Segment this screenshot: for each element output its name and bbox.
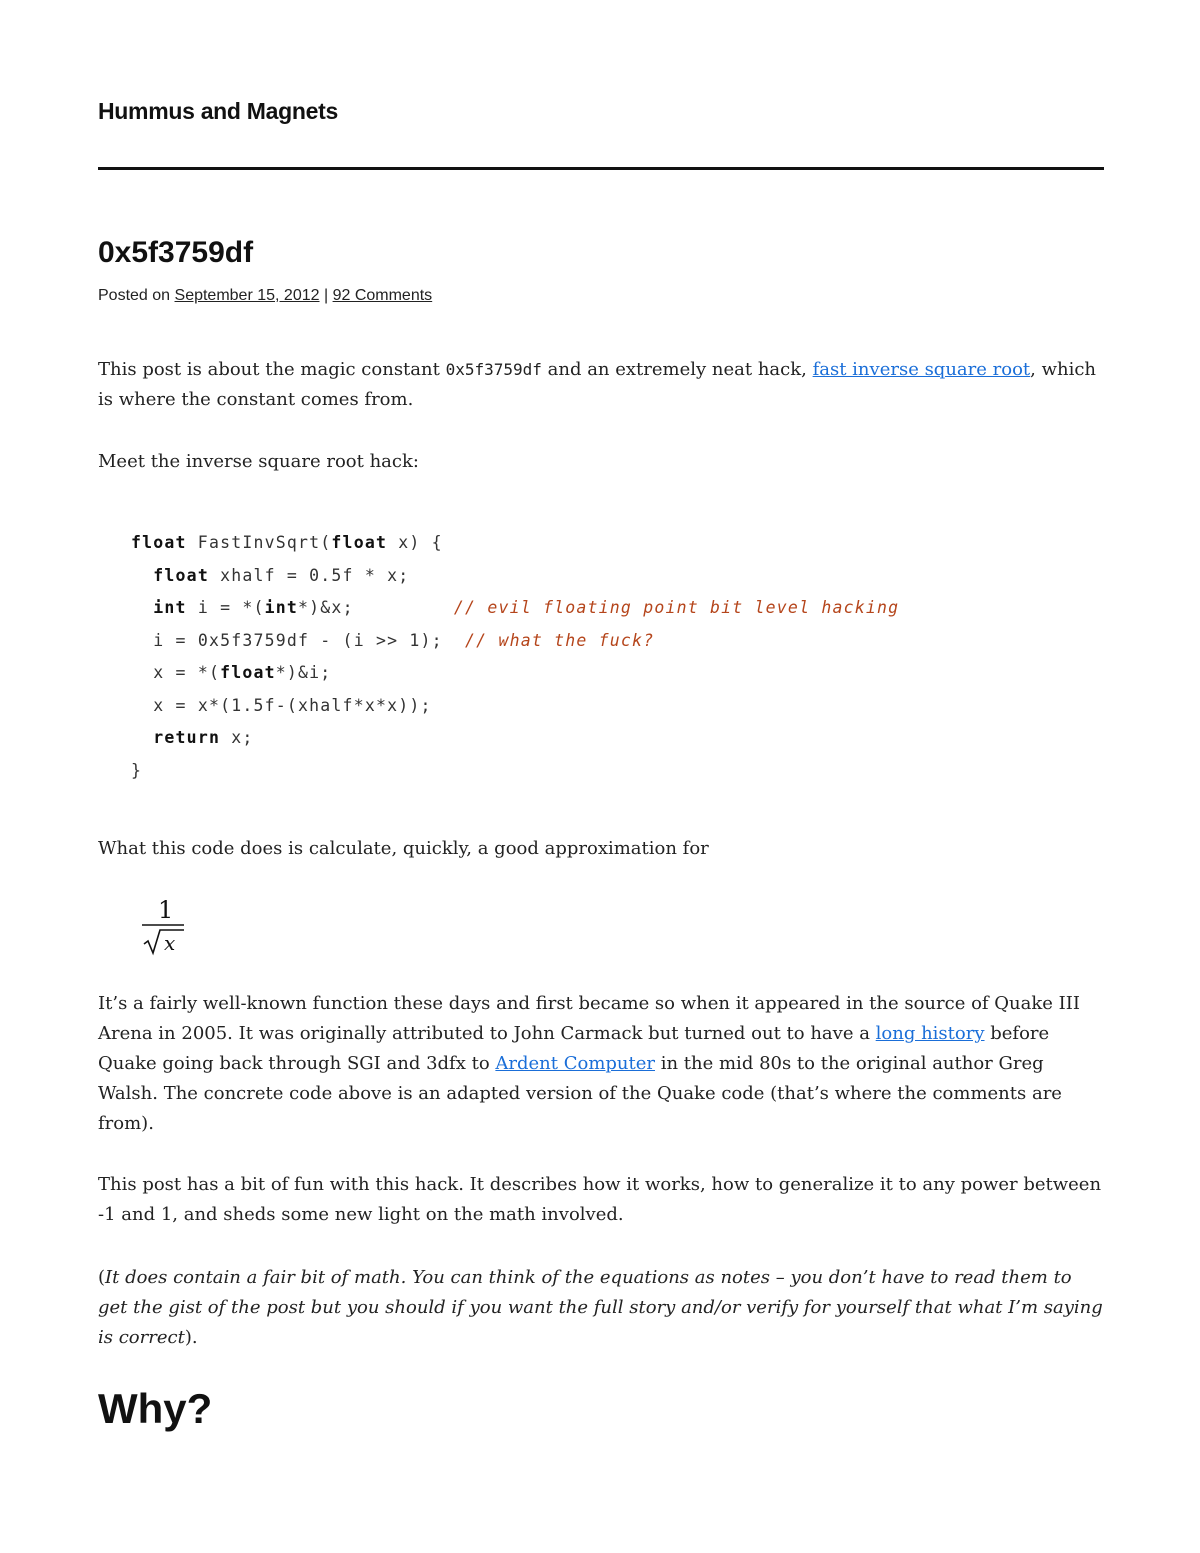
code-keyword: return	[153, 728, 221, 747]
fast-inverse-square-root-link[interactable]: fast inverse square root	[812, 359, 1031, 380]
code-text: i = 0x5f3759df - (i >> 1);	[153, 630, 443, 650]
post-date-link[interactable]: September 15, 2012	[174, 287, 320, 304]
site-title[interactable]: Hummus and Magnets	[98, 98, 338, 124]
post-title: 0x5f3759df	[98, 236, 254, 269]
meta-separator: |	[323, 287, 329, 304]
intro-text-1: This post is about the magic constant	[98, 359, 446, 380]
meet-paragraph: Meet the inverse square root hack:	[98, 451, 419, 472]
code-text: *)&i;	[275, 663, 332, 682]
history-paragraph	[98, 989, 1104, 1139]
formula-numerator: 1	[158, 896, 174, 924]
formula-radicand: x	[164, 931, 176, 955]
posted-on-label: Posted on	[98, 287, 171, 304]
comments-link[interactable]: 92 Comments	[332, 287, 433, 304]
inverse-sqrt-formula	[142, 894, 186, 958]
code-text: x = *(	[153, 663, 221, 682]
math-note-italic: It does contain a fair bit of math. You can think of the equations as notes – you don’t have to read them to get the gist of the post but you should if you want the full story and/or verify for yourself that what I’m saying is correct	[98, 1267, 1103, 1348]
intro-paragraph	[98, 355, 1104, 415]
intro-text-3: , which is where the constant comes from.	[98, 359, 1097, 410]
note-close-paren: ).	[184, 1327, 198, 1348]
history-text-3: in the mid 80s to the original author Greg Walsh. The concrete code above is an adapted version of the Quake code (that’s where the comments are from).	[98, 1053, 1062, 1134]
approximation-paragraph: What this code does is calculate, quickly, a good approximation for	[98, 838, 709, 859]
intro-text-2: and an extremely neat hack,	[541, 359, 813, 380]
code-comment: // what the fuck?	[465, 630, 655, 650]
code-keyword: float	[331, 533, 388, 552]
code-text: xhalf = 0.5f * x;	[208, 565, 410, 585]
math-note-paragraph	[98, 1263, 1104, 1353]
code-keyword: float	[131, 533, 187, 552]
overview-paragraph: This post has a bit of fun with this hack. It describes how it works, how to generalize it to any power between -1 and 1, and sheds some new light on the math involved.	[98, 1174, 1102, 1225]
code-text: x;	[220, 728, 254, 747]
code-text: }	[131, 760, 143, 780]
code-text: x = x*(1.5f-(xhalf*x*x));	[153, 695, 432, 715]
code-keyword: float	[153, 565, 209, 585]
header-divider	[98, 167, 1104, 170]
section-heading-why: Why?	[98, 1385, 213, 1432]
history-text-1: It’s a fairly well-known function these days and first became so when it appeared in the source of Quake III Arena in 2005. It was originally attributed to John Carmack but turned out to have a	[98, 993, 1080, 1044]
inline-constant: 0x5f3759df	[445, 360, 542, 379]
code-text: *)&x;	[298, 598, 354, 617]
code-text: x) {	[387, 533, 443, 552]
code-keyword: float	[220, 663, 276, 682]
code-keyword: int	[264, 598, 299, 617]
long-history-link[interactable]: long history	[875, 1023, 985, 1044]
ardent-computer-link[interactable]: Ardent Computer	[495, 1053, 655, 1074]
code-comment: // evil floating point bit level hacking	[453, 598, 900, 617]
code-keyword: int	[153, 598, 187, 617]
history-text-2: before Quake going back through SGI and 3dfx to	[98, 1023, 1050, 1074]
code-text: i = *(	[186, 598, 265, 617]
note-open-paren: (	[98, 1267, 106, 1288]
code-text: FastInvSqrt(	[186, 533, 332, 552]
post-meta	[98, 287, 432, 305]
code-block	[131, 527, 899, 787]
